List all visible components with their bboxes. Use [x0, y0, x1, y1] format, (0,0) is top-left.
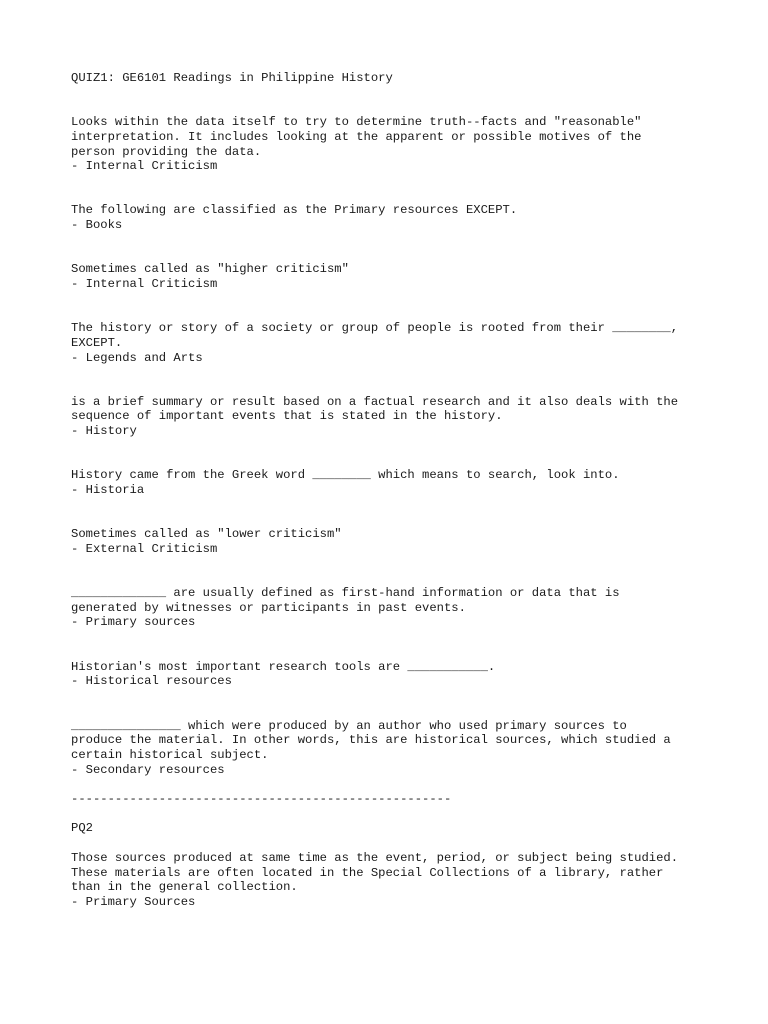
question-text-line: certain historical subject. [71, 747, 269, 762]
question-text-line: Sometimes called as "higher criticism" [71, 262, 349, 277]
question-text-line: The history or story of a society or group of people is rooted from their ________, [71, 321, 679, 336]
answer-text: - Primary Sources [71, 894, 196, 909]
document-title: QUIZ1: GE6101 Readings in Philippine History [71, 71, 393, 85]
question-text-line: person providing the data. [71, 144, 262, 159]
document-page [71, 71, 731, 939]
answer-text: - Historia [71, 483, 145, 497]
question-block [71, 115, 731, 174]
question-block [71, 527, 731, 556]
pq2-question-list [71, 851, 731, 910]
question-text-line: Looks within the data itself to try to determine truth--facts and "reasonable" [71, 115, 642, 130]
question-text-line: sequence of important events that is stated in the history. [71, 409, 503, 424]
question-text-line: Those sources produced at same time as the event, period, or subject being studied. [71, 850, 679, 865]
question-text-line: _______________ which were produced by an author who used primary sources to [71, 718, 627, 733]
quiz1-question-list [71, 115, 731, 777]
answer-text: - Legends and Arts [71, 350, 203, 365]
answer-text: - Books [71, 218, 123, 233]
question-block [71, 719, 731, 778]
question-text-line: The following are classified as the Primary resources EXCEPT. [71, 203, 518, 218]
section-title-pq2: PQ2 [71, 821, 93, 836]
question-block [71, 586, 731, 630]
question-block [71, 262, 731, 291]
question-text-line: interpretation. It includes looking at the apparent or possible motives of the [71, 129, 642, 144]
question-text-line: produce the material. In other words, this are historical sources, which studied a [71, 733, 671, 748]
question-block [71, 468, 731, 497]
question-block [71, 321, 731, 365]
answer-text: - Internal Criticism [71, 159, 218, 174]
answer-text: - History [71, 424, 137, 439]
question-text-line: Sometimes called as "lower criticism" [71, 527, 342, 542]
section-separator: ---------------------------------------------------- [71, 792, 452, 807]
answer-text: - Internal Criticism [71, 277, 218, 291]
question-text-line: History came from the Greek word ________ which means to search, look into. [71, 468, 620, 483]
answer-text: - Historical resources [71, 674, 232, 689]
question-block [71, 660, 731, 689]
question-block [71, 395, 731, 439]
answer-text: - External Criticism [71, 541, 218, 556]
answer-text: - Primary sources [71, 615, 196, 630]
question-block [71, 851, 731, 910]
question-text-line: Historian's most important research tools are ___________. [71, 659, 496, 674]
question-text-line: _____________ are usually defined as first-hand information or data that is [71, 586, 620, 601]
question-text-line: generated by witnesses or participants in past events. [71, 600, 466, 615]
answer-text: - Secondary resources [71, 762, 225, 777]
question-text-line: These materials are often located in the Special Collections of a library, rather [71, 865, 664, 880]
question-text-line: EXCEPT. [71, 335, 123, 350]
question-text-line: is a brief summary or result based on a factual research and it also deals with the [71, 394, 679, 409]
question-block [71, 203, 731, 232]
question-text-line: than in the general collection. [71, 880, 298, 895]
